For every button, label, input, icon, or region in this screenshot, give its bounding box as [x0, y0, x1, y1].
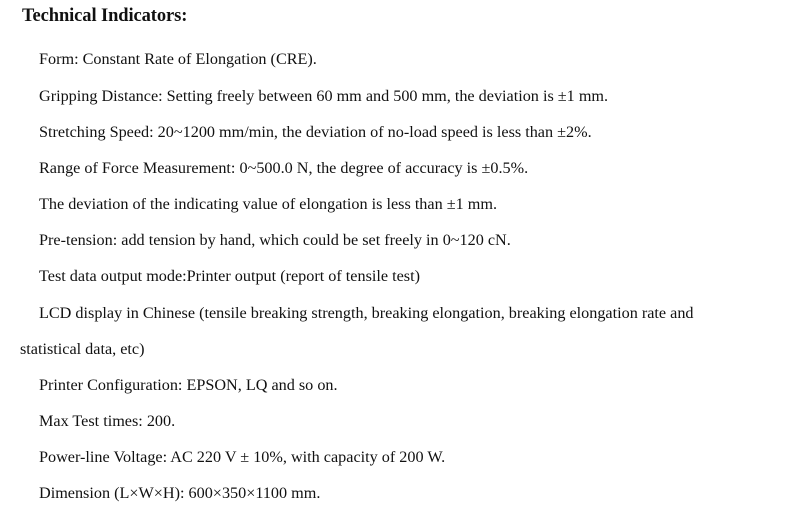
spec-line-power-voltage: Power-line Voltage: AC 220 V ± 10%, with capacity of 200 W.: [39, 448, 446, 466]
spec-line-force-range: Range of Force Measurement: 0~500.0 N, the degree of accuracy is ±0.5%.: [39, 159, 529, 177]
spec-line-dimension: Dimension (L×W×H): 600×350×1100 mm.: [39, 484, 321, 502]
section-heading: Technical Indicators:: [22, 6, 188, 26]
spec-line-printer-configuration: Printer Configuration: EPSON, LQ and so on.: [39, 376, 338, 394]
spec-line-gripping-distance: Gripping Distance: Setting freely between 60 mm and 500 mm, the deviation is ±1 mm.: [39, 87, 609, 105]
spec-line-lcd-display-continued: statistical data, etc): [20, 340, 145, 358]
spec-line-output-mode: Test data output mode:Printer output (report of tensile test): [39, 267, 420, 285]
spec-line-stretching-speed: Stretching Speed: 20~1200 mm/min, the deviation of no-load speed is less than ±2%.: [39, 123, 592, 141]
spec-line-pre-tension: Pre-tension: add tension by hand, which could be set freely in 0~120 cN.: [39, 231, 511, 249]
spec-line-elongation-deviation: The deviation of the indicating value of elongation is less than ±1 mm.: [39, 195, 497, 213]
spec-line-lcd-display: LCD display in Chinese (tensile breaking strength, breaking elongation, breaking elongation rate and: [39, 304, 694, 322]
spec-line-form: Form: Constant Rate of Elongation (CRE).: [39, 50, 317, 68]
spec-line-max-test-times: Max Test times: 200.: [39, 412, 176, 430]
